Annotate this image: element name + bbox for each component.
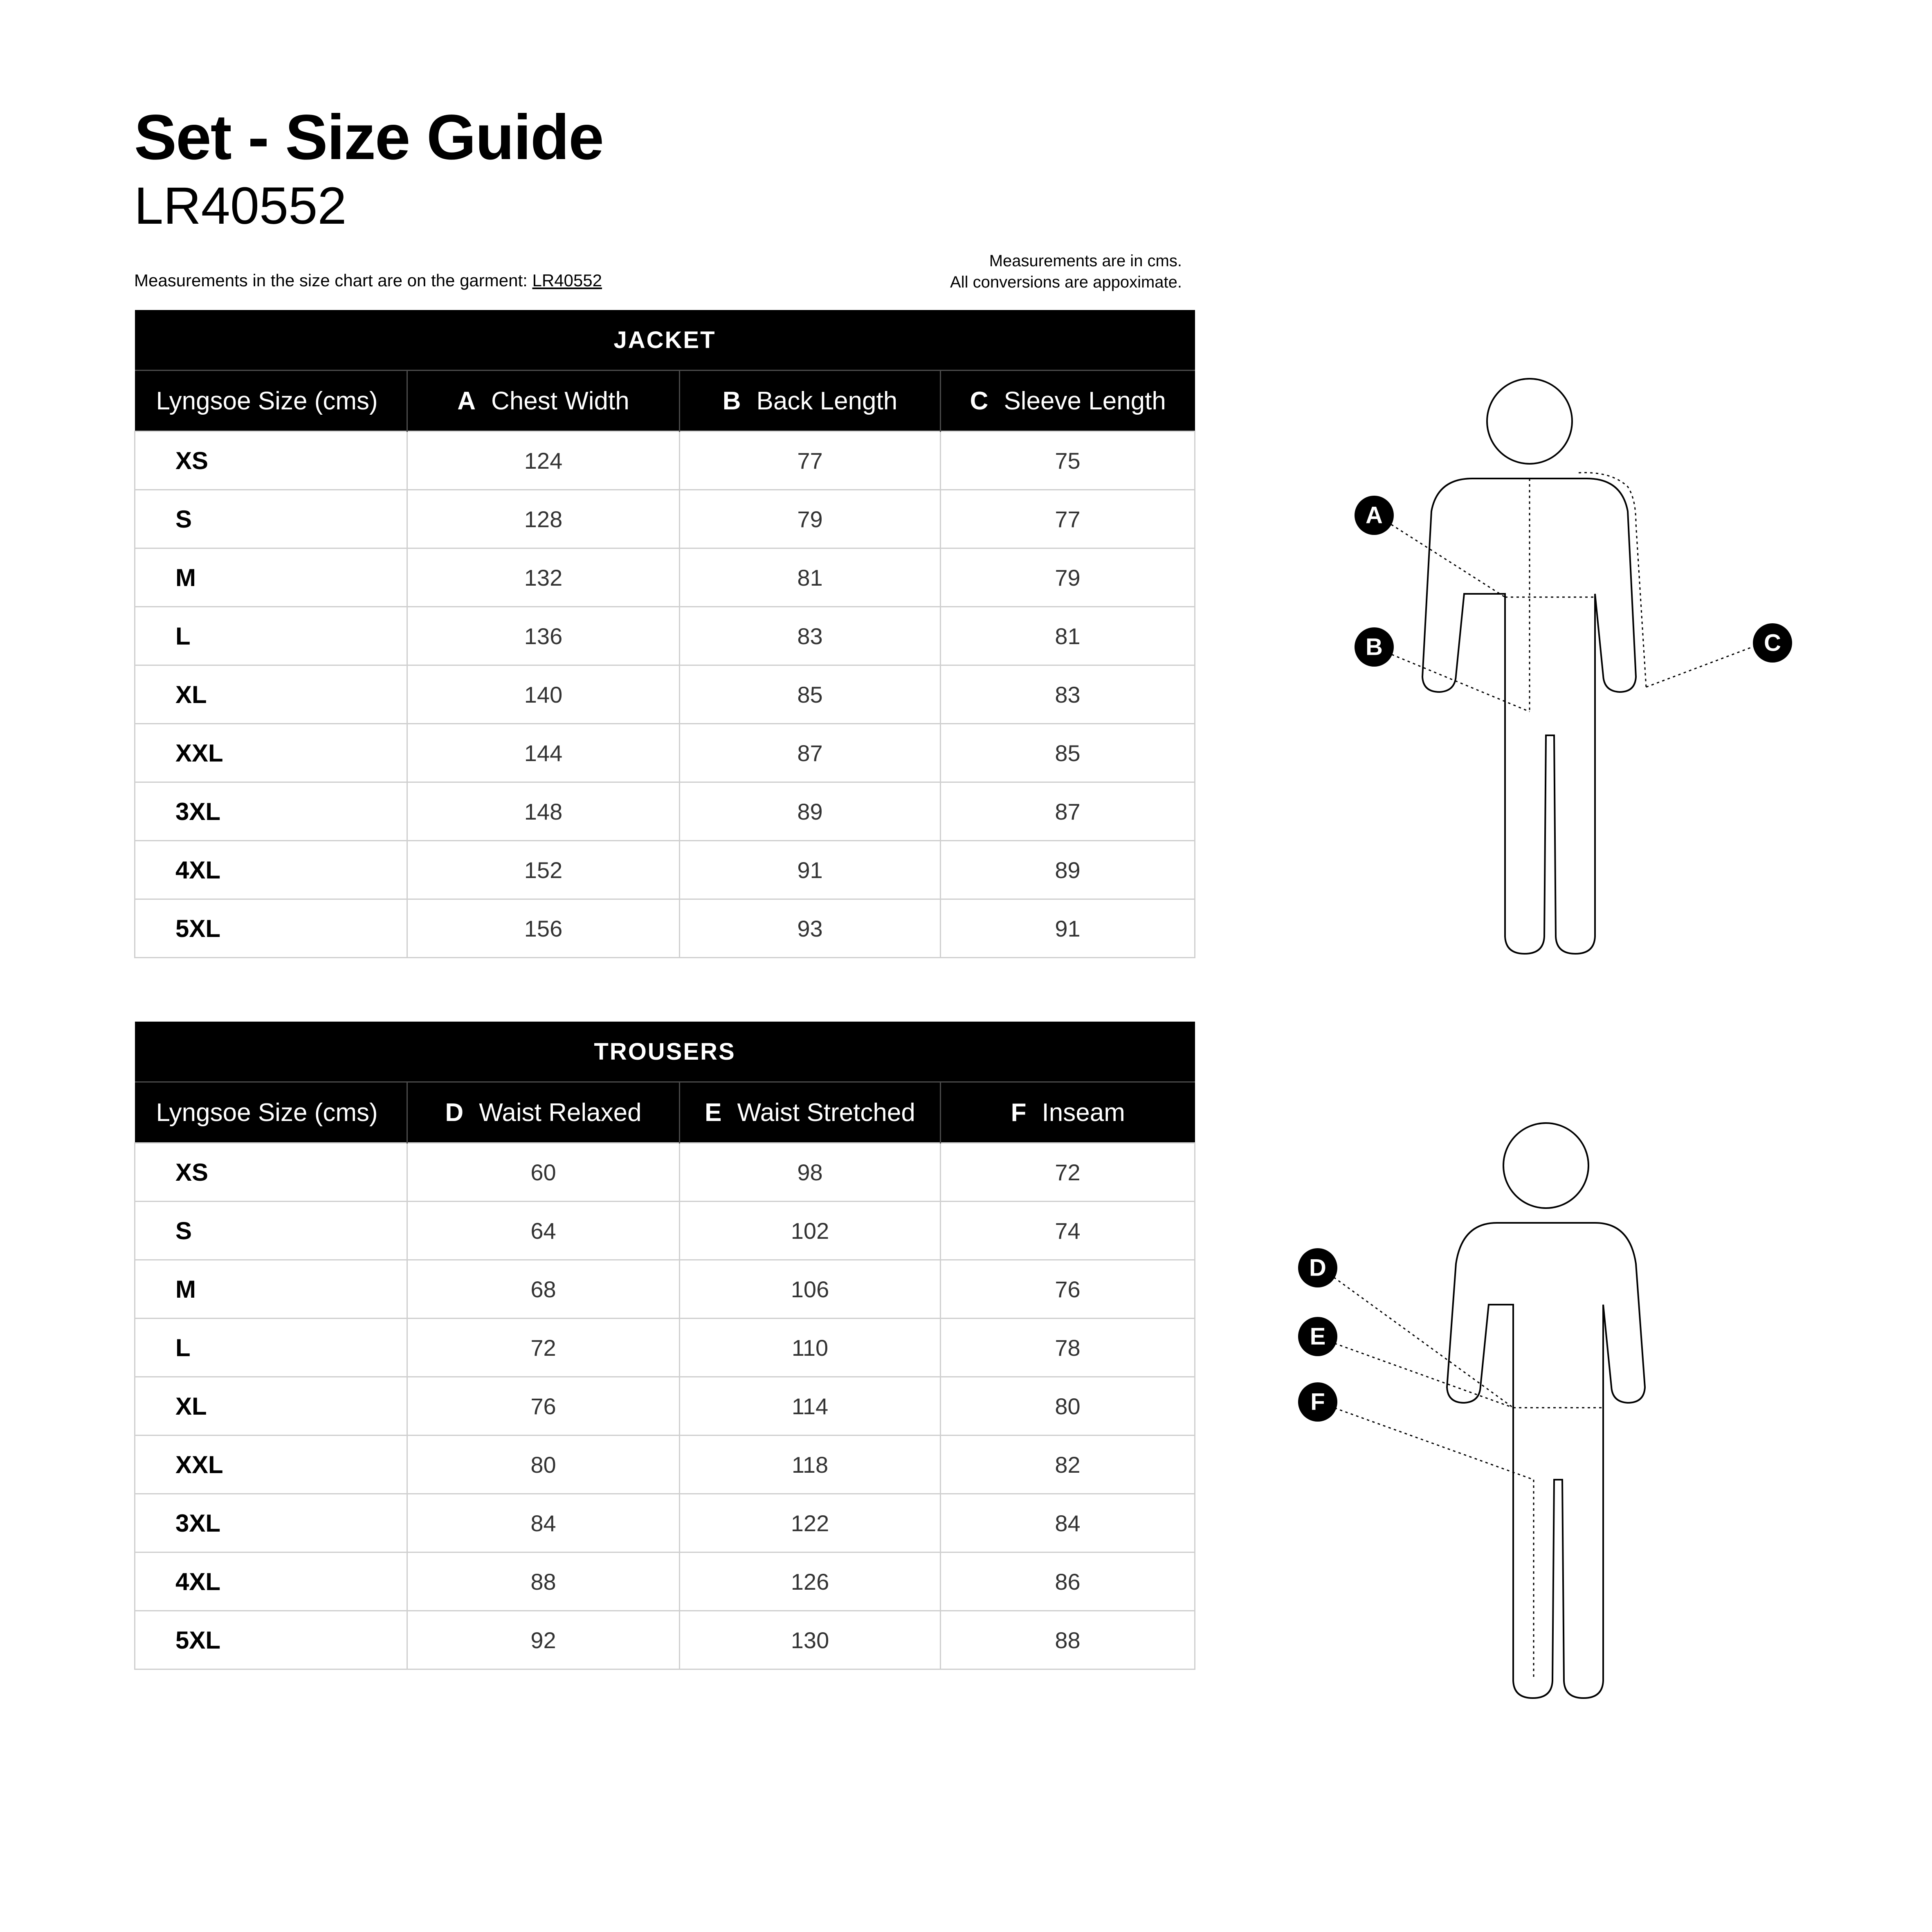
marker-f-label: F	[1310, 1388, 1325, 1415]
trousers-column-header	[680, 1082, 941, 1143]
measurement-cell: 83	[680, 607, 941, 665]
garment-note-text: Measurements in the size chart are on the garment:	[134, 271, 532, 290]
jacket-column-header	[407, 371, 680, 431]
table-row	[135, 782, 1195, 841]
measurement-cell: 86	[941, 1552, 1195, 1611]
size-cell: XXL	[135, 1436, 407, 1494]
measurement-cell: 84	[407, 1494, 680, 1552]
trousers-column-header	[941, 1082, 1195, 1143]
measure-letter: F	[1011, 1098, 1027, 1127]
units-note-line-2: All conversions are appoximate.	[950, 273, 1182, 291]
measurement-cell: 64	[407, 1202, 680, 1260]
marker-e	[1298, 1317, 1337, 1356]
column-label: Waist Relaxed	[479, 1098, 642, 1127]
measurement-cell: 132	[407, 548, 680, 607]
trousers-table-title: TROUSERS	[135, 1022, 1195, 1082]
table-row	[135, 899, 1195, 958]
measurement-cell: 72	[407, 1319, 680, 1377]
table-row	[135, 724, 1195, 782]
table-row	[135, 1611, 1195, 1669]
figure-head	[1487, 379, 1572, 464]
column-label: Waist Stretched	[737, 1098, 915, 1127]
size-cell: L	[135, 607, 407, 665]
column-label: Sleeve Length	[1004, 386, 1166, 415]
measurement-cell: 72	[941, 1143, 1195, 1202]
marker-d	[1298, 1248, 1337, 1287]
marker-f	[1298, 1382, 1337, 1422]
jacket-column-header	[135, 371, 407, 431]
trousers-column-header	[407, 1082, 680, 1143]
measurement-cell: 110	[680, 1319, 941, 1377]
measurement-cell: 93	[680, 899, 941, 958]
table-row	[135, 431, 1195, 490]
garment-note	[134, 271, 602, 290]
table-row	[135, 548, 1195, 607]
figure-head	[1503, 1123, 1588, 1208]
measurement-cell: 148	[407, 782, 680, 841]
table-row	[135, 665, 1195, 724]
trousers-size-table	[134, 1022, 1195, 1670]
units-note	[950, 250, 1182, 293]
measurement-cell: 91	[941, 899, 1195, 958]
measurement-cell: 75	[941, 431, 1195, 490]
measurement-cell: 102	[680, 1202, 941, 1260]
trousers-column-header	[135, 1082, 407, 1143]
jacket-size-table	[134, 310, 1195, 958]
marker-c	[1753, 623, 1792, 663]
measurement-cell: 82	[941, 1436, 1195, 1494]
measurement-cell: 126	[680, 1552, 941, 1611]
column-label: Lyngsoe Size (cms)	[156, 386, 378, 415]
measurement-cell: 68	[407, 1260, 680, 1319]
measurement-cell: 78	[941, 1319, 1195, 1377]
measurement-cell: 81	[680, 548, 941, 607]
measure-letter: D	[445, 1098, 464, 1127]
column-label: Inseam	[1042, 1098, 1125, 1127]
measurement-cell: 91	[680, 841, 941, 899]
measurement-cell: 81	[941, 607, 1195, 665]
measurement-cell: 80	[407, 1436, 680, 1494]
measurement-cell: 79	[941, 548, 1195, 607]
measurement-cell: 114	[680, 1377, 941, 1436]
measurement-cell: 77	[680, 431, 941, 490]
size-cell: 3XL	[135, 782, 407, 841]
measurement-cell: 118	[680, 1436, 941, 1494]
measure-letter: B	[722, 386, 741, 415]
figure-body	[1422, 479, 1636, 954]
table-row	[135, 607, 1195, 665]
measurement-cell: 144	[407, 724, 680, 782]
size-cell: 5XL	[135, 899, 407, 958]
jacket-table-title: JACKET	[135, 310, 1195, 371]
measure-letter: E	[705, 1098, 722, 1127]
measurement-cell: 77	[941, 490, 1195, 548]
measurement-cell: 106	[680, 1260, 941, 1319]
jacket-measure-lines	[1386, 473, 1755, 712]
trousers-measure-lines	[1329, 1274, 1603, 1677]
table-row	[135, 1143, 1195, 1202]
measurement-cell: 128	[407, 490, 680, 548]
jacket-column-header	[941, 371, 1195, 431]
column-label: Back Length	[756, 386, 898, 415]
size-cell: XL	[135, 1377, 407, 1436]
marker-e-label: E	[1310, 1323, 1326, 1350]
size-cell: 3XL	[135, 1494, 407, 1552]
garment-note-code: LR40552	[532, 271, 602, 290]
measure-letter: A	[457, 386, 476, 415]
measurement-cell: 140	[407, 665, 680, 724]
measurement-cell: 88	[941, 1611, 1195, 1669]
measurement-cell: 83	[941, 665, 1195, 724]
table-row	[135, 1319, 1195, 1377]
units-note-line-1: Measurements are in cms.	[989, 252, 1182, 270]
measurement-cell: 122	[680, 1494, 941, 1552]
table-row	[135, 1494, 1195, 1552]
marker-c-leader	[1646, 646, 1755, 687]
measurement-cell: 76	[941, 1260, 1195, 1319]
table-row	[135, 1377, 1195, 1436]
table-row	[135, 1260, 1195, 1319]
measurement-cell: 79	[680, 490, 941, 548]
size-cell: 4XL	[135, 1552, 407, 1611]
size-cell: S	[135, 490, 407, 548]
table-row	[135, 841, 1195, 899]
trousers-figure-svg	[1292, 1112, 1742, 1693]
size-cell: M	[135, 1260, 407, 1319]
size-cell: XS	[135, 431, 407, 490]
jacket-table-body	[135, 431, 1195, 958]
marker-b	[1355, 627, 1394, 667]
measurement-cell: 87	[680, 724, 941, 782]
jacket-body-outline	[1422, 379, 1648, 954]
measurement-cell: 84	[941, 1494, 1195, 1552]
measurement-cell: 89	[941, 841, 1195, 899]
marker-d-label: D	[1309, 1254, 1326, 1281]
trousers-body-outline	[1447, 1123, 1645, 1698]
jacket-figure-svg	[1350, 376, 1799, 957]
jacket-column-header	[680, 371, 941, 431]
jacket-measurement-figure	[1350, 376, 1799, 957]
marker-a-label: A	[1366, 502, 1383, 529]
measurement-cell: 74	[941, 1202, 1195, 1260]
measure-letter: C	[970, 386, 988, 415]
size-cell: 5XL	[135, 1611, 407, 1669]
column-label: Chest Width	[491, 386, 629, 415]
column-label: Lyngsoe Size (cms)	[156, 1098, 378, 1127]
measurement-cell: 60	[407, 1143, 680, 1202]
measurement-cell: 85	[680, 665, 941, 724]
size-cell: XS	[135, 1143, 407, 1202]
marker-a-leader	[1386, 521, 1505, 597]
jacket-header-row	[135, 371, 1195, 431]
size-cell: S	[135, 1202, 407, 1260]
measurement-cell: 85	[941, 724, 1195, 782]
measurement-cell: 88	[407, 1552, 680, 1611]
size-cell: M	[135, 548, 407, 607]
measurement-cell: 124	[407, 431, 680, 490]
table-row	[135, 1436, 1195, 1494]
measurement-cell: 136	[407, 607, 680, 665]
measurement-cell: 130	[680, 1611, 941, 1669]
table-row	[135, 1202, 1195, 1260]
measurement-cell: 156	[407, 899, 680, 958]
measurement-cell: 76	[407, 1377, 680, 1436]
marker-b-label: B	[1366, 634, 1383, 660]
product-code: LR40552	[134, 177, 347, 235]
measurement-cell: 152	[407, 841, 680, 899]
measurement-cell: 80	[941, 1377, 1195, 1436]
marker-e-leader	[1329, 1341, 1513, 1408]
size-cell: 4XL	[135, 841, 407, 899]
trousers-measurement-figure	[1292, 1112, 1742, 1693]
size-cell: L	[135, 1319, 407, 1377]
measurement-cell: 87	[941, 782, 1195, 841]
trousers-table-body	[135, 1143, 1195, 1669]
size-cell: XXL	[135, 724, 407, 782]
figure-body	[1447, 1223, 1645, 1698]
table-row	[135, 490, 1195, 548]
table-row	[135, 1552, 1195, 1611]
marker-f-leader	[1329, 1406, 1534, 1480]
page-title: Set - Size Guide	[134, 102, 603, 173]
marker-c-label: C	[1764, 629, 1781, 656]
marker-a	[1355, 496, 1394, 535]
measurement-cell: 98	[680, 1143, 941, 1202]
sleeve-length-line	[1579, 473, 1646, 687]
measurement-cell: 92	[407, 1611, 680, 1669]
trousers-header-row	[135, 1082, 1195, 1143]
size-cell: XL	[135, 665, 407, 724]
measurement-cell: 89	[680, 782, 941, 841]
